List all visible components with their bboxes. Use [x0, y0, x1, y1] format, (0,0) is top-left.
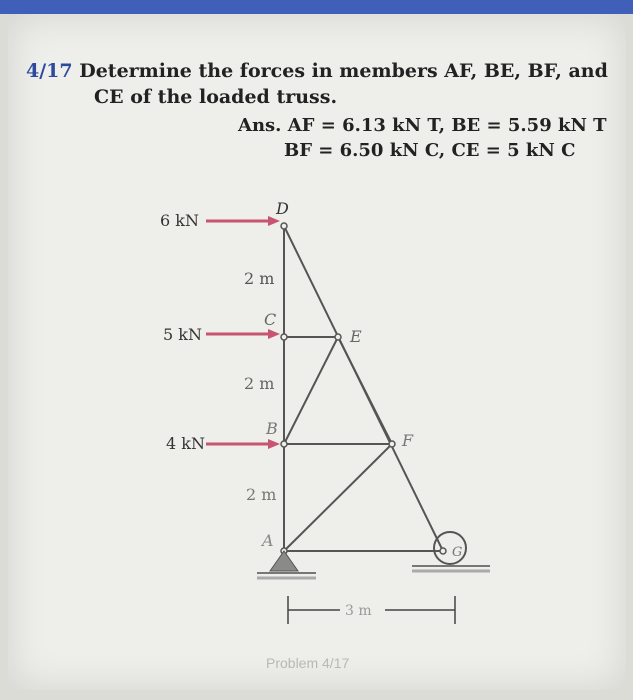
arrowhead-4kN: [268, 439, 280, 449]
joint-B: [281, 441, 287, 447]
node-label-F: F: [402, 431, 414, 450]
joint-C: [281, 334, 287, 340]
dim-label-AG: 3 m: [345, 603, 372, 619]
problem-number: 4/17: [26, 60, 73, 82]
load-arrows: [206, 216, 280, 449]
node-label-C: C: [264, 310, 277, 329]
node-label-B: B: [266, 419, 278, 438]
member-EF-link: [338, 337, 392, 444]
figure-caption: Problem 4/17: [266, 655, 350, 671]
answer-line1: Ans. AF = 6.13 kN T, BE = 5.59 kN T: [238, 115, 607, 136]
node-label-G: G: [452, 545, 463, 560]
node-label-D: D: [276, 199, 289, 218]
node-label-E: E: [350, 327, 362, 346]
truss-members: [284, 226, 443, 551]
problem-text-line1: Determine the forces in members AF, BE, BF, and: [79, 60, 608, 82]
arrowhead-5kN: [268, 329, 280, 339]
dim-label-BA: 2 m: [246, 485, 277, 504]
joint-G: [440, 548, 446, 554]
dim-label-CB: 2 m: [244, 374, 275, 393]
load-label-4kN: 4 kN: [166, 434, 205, 453]
load-label-5kN: 5 kN: [163, 325, 202, 344]
problem-text-line2: CE of the loaded truss.: [94, 86, 338, 108]
load-label-6kN: 6 kN: [160, 211, 199, 230]
joint-D: [281, 223, 287, 229]
member-AF: [284, 444, 392, 551]
joint-E: [335, 334, 341, 340]
member-BE: [284, 337, 338, 444]
dim-label-DC: 2 m: [244, 269, 275, 288]
answer-line2: BF = 6.50 kN C, CE = 5 kN C: [284, 140, 576, 161]
joint-F: [389, 441, 395, 447]
node-label-A: A: [262, 531, 274, 550]
figure-labels: [160, 199, 462, 671]
pin-support-A: [257, 551, 316, 578]
